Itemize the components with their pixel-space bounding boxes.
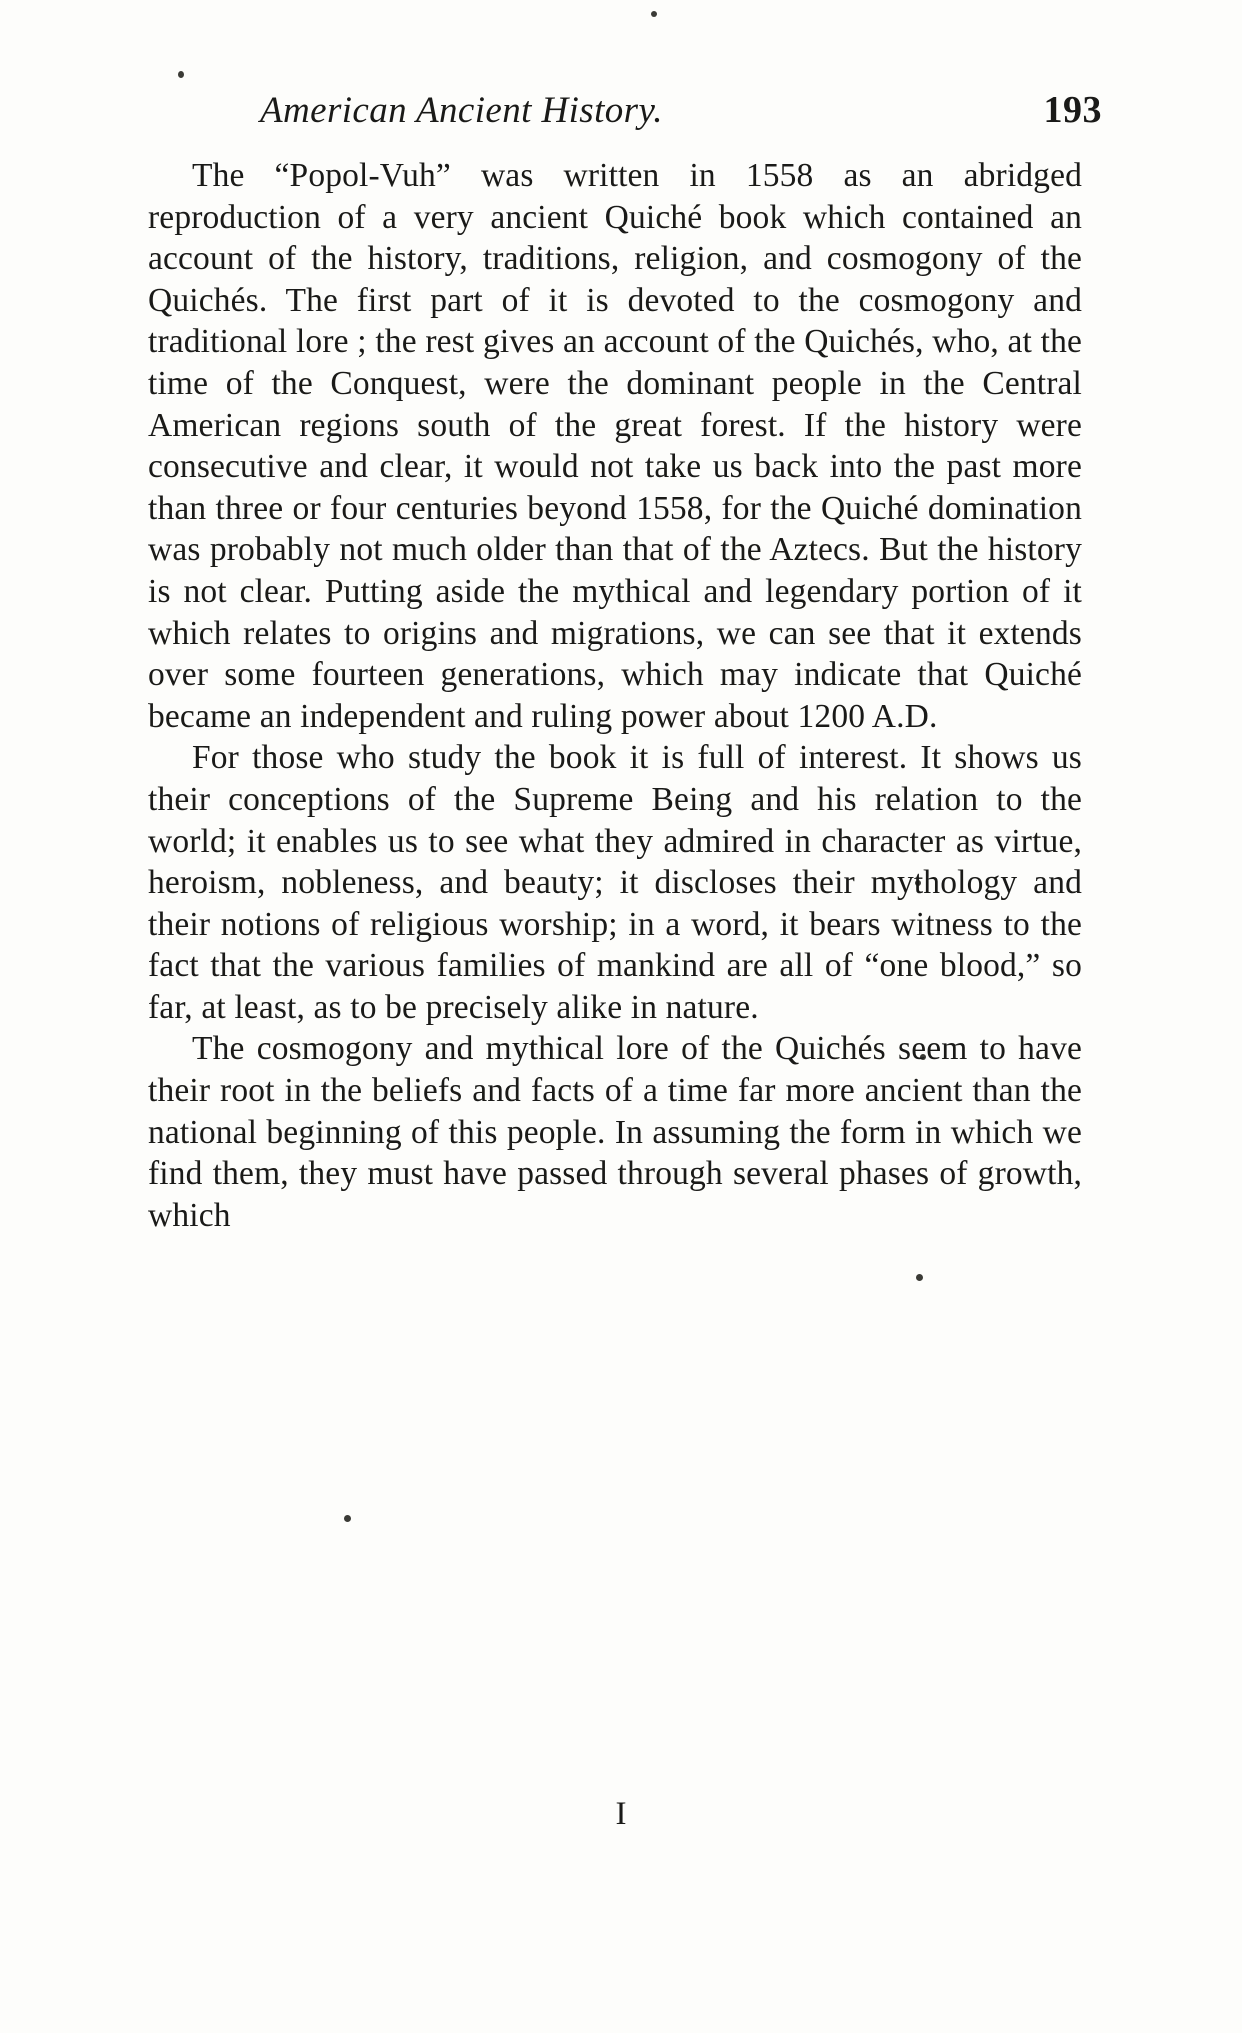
body-text — [148, 155, 1082, 1236]
running-title: American Ancient History. — [260, 90, 663, 131]
scan-speck — [344, 1515, 351, 1522]
scan-speck — [651, 11, 657, 17]
paragraph-2-text: For those who study the book it is full of interest. It shows us their conceptions of the Supreme Being and his relation to the world; it enables us to see what they admired in character as virtue, heroism, nobleness, and beauty; it discloses their mythology and their notions of religious worship; in a word, it bears witness to the fact that the various families of mankind are all of “one blood,” so far, at least, as to be precisely alike in nature. — [148, 739, 1082, 1026]
scan-speck — [178, 71, 184, 78]
page-number: 193 — [1043, 89, 1102, 131]
paragraph-3 — [148, 1028, 1082, 1236]
paragraph-2 — [148, 737, 1082, 1028]
signature-mark: I — [615, 1796, 627, 1832]
scan-speck — [916, 1274, 923, 1281]
paragraph-1-text: The “Popol-Vuh” was written in 1558 as an abridged reproduction of a very ancient Quiché book which contained an account of the history, traditions, religion, and cosmogony of the Quichés. The first part of it is devoted to the cosmogony and traditional lore ; the rest gives an account of the Quichés, who, at the time of the Conquest, were the dominant people in the Central American regions south of the great forest. If the history were consecutive and clear, it would not take us back into the past more than three or four centuries beyond 1558, for the Quiché domination was probably not much older than that of the Aztecs. But the history is not clear. Putting aside the mythical and legendary portion of it which relates to origins and migrations, we can see that it extends over some fourteen generations, which may indicate that Quiché became an independent and ruling power about 1200 A.D. — [148, 157, 1082, 735]
page-header — [140, 88, 1102, 138]
paragraph-3-text: The cosmogony and mythical lore of the Quichés seem to have their root in the beliefs and facts of a time far more ancient than the national beginning of this people. In assuming the form in which we find them, they must have passed through several phases of growth, which — [148, 1030, 1082, 1234]
paragraph-1 — [148, 155, 1082, 737]
